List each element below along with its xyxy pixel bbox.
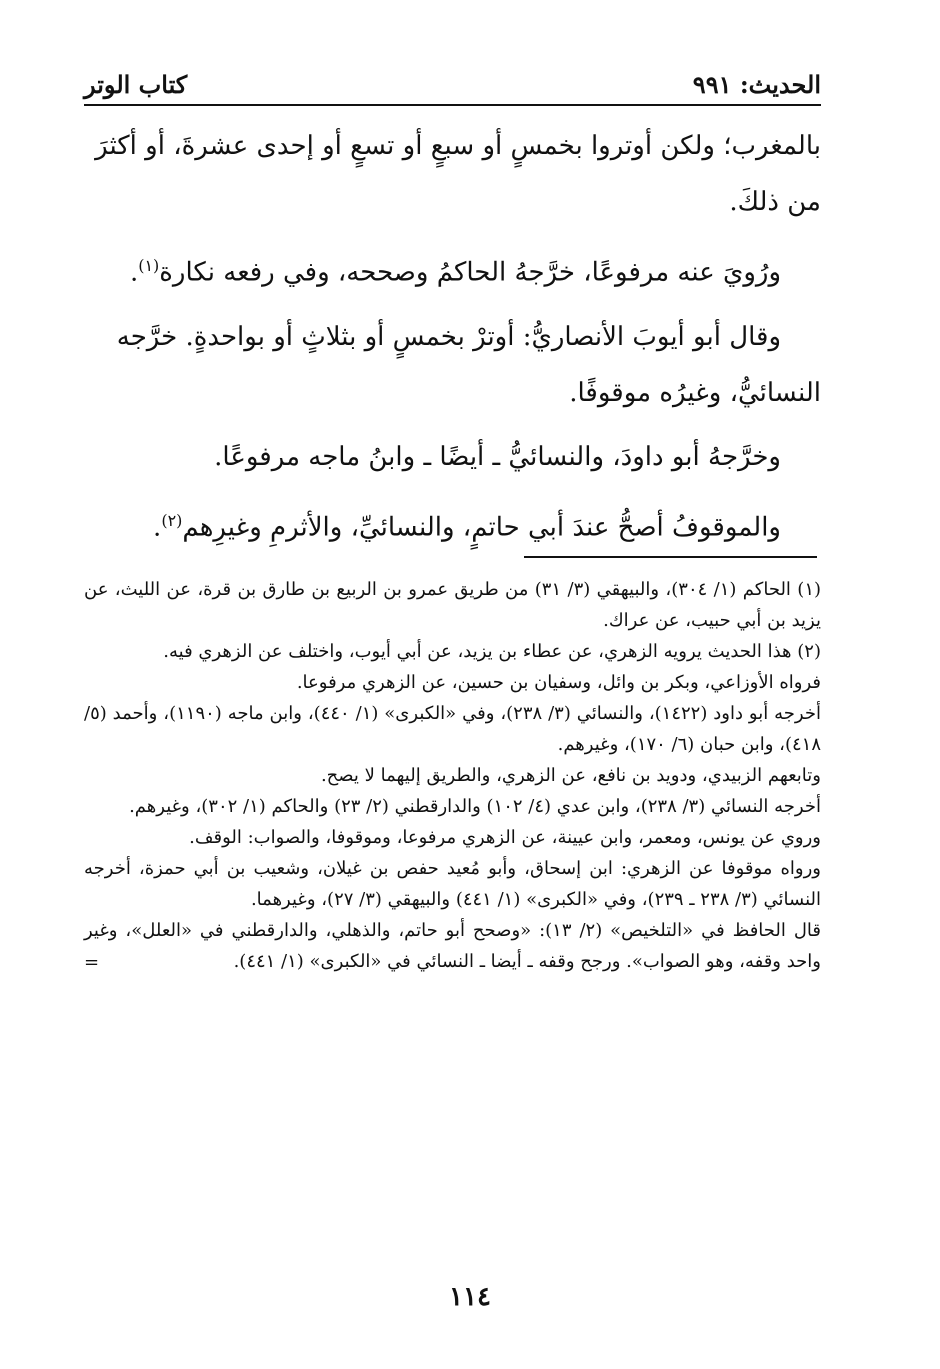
footnote-ref-1[interactable]: (١): [138, 256, 160, 275]
main-paragraph-4: وخرَّجهُ أبو داودَ، والنسائيُّ ـ أيضًا ـ وابنُ ماجه مرفوعًا.: [214, 441, 781, 472]
footnote-divider: [524, 556, 817, 558]
continued-mark: =: [84, 952, 100, 973]
main-paragraph-5-end: .: [153, 512, 162, 543]
main-paragraph-5: [84, 493, 821, 556]
main-paragraph-3: وقال أبو أيوبَ الأنصاريُّ: أوترْ بخمسٍ أو بثلاثٍ أو بواحدةٍ. خرَّجه النسائيُّ، وغيرُه موقوفًا.: [116, 321, 821, 408]
footnote-2-line-h: قال الحافظ في «التلخيص» (٢/ ١٣): «وصحح أبو حاتم، والذهلي، والدارقطني في «العلل»، وغير واحد وقفه، وهو الصواب». ورجح وقفه ـ أيضا ـ النسائي في «الكبرى» (١/ ٤٤١).: [84, 920, 821, 972]
main-text: [84, 118, 821, 563]
footnote-2-line-b: فرواه الأوزاعي، وبكر بن وائل، وسفيان بن حسين، عن الزهري مرفوعا.: [296, 672, 821, 693]
footnotes: [84, 574, 821, 978]
footnote-ref-2[interactable]: (٢): [161, 510, 183, 530]
book-title: كتاب الوتر: [84, 70, 188, 99]
main-paragraph-2-text: ورُويَ عنه مرفوعًا، خرَّجهُ الحاكمُ وصححه، وفي رفعه نكارة: [159, 257, 781, 288]
running-header: [84, 70, 821, 100]
main-paragraph-2: [84, 238, 821, 301]
main-paragraph-5-text: والموقوفُ أصحُّ عندَ أبي حاتمٍ، والنسائيِّ، والأثرمِ وغيرِهم: [182, 512, 781, 543]
hadith-number-label: الحديث: ٩٩١: [692, 70, 821, 99]
main-paragraph-2-end: .: [129, 257, 139, 288]
page-number: ١١٤: [449, 1282, 491, 1312]
footnote-2-line-g: ورواه موقوفا عن الزهري: ابن إسحاق، وأبو مُعيد حفص بن غيلان، وشعيب بن أبي حمزة، أخرجه النسائي (٣/ ٢٣٨ ـ ٢٣٩)، وفي «الكبرى» (١/ ٤٤١) والبيهقي (٣/ ٢٧)، وغيرهما.: [84, 858, 821, 910]
footnote-2-line-c: أخرجه أبو داود (١٤٢٢)، والنسائي (٣/ ٢٣٨)، وفي «الكبرى» (١/ ٤٤٠)، وابن ماجه (١١٩٠)، وأحمد (٥/ ٤١٨)، وابن حبان (٦/ ١٧٠)، وغيرهم.: [84, 703, 821, 755]
main-paragraph-1: بالمغرب؛ ولكن أوتروا بخمسٍ أو سبعٍ أو تسعٍ أو إحدى عشرةَ، أو أكثرَ من ذلكَ.: [95, 131, 821, 217]
header-divider: [84, 104, 821, 106]
footnote-1: (١) الحاكم (١/ ٣٠٤)، والبيهقي (٣/ ٣١) من طريق عمرو بن الربيع بن طارق بن قرة، عن الليث، عن يزيد بن أبي حبيب، عن عراك.: [84, 579, 822, 631]
footnote-2-line-e: أخرجه النسائي (٣/ ٢٣٨)، وابن عدي (٤/ ١٠٢) والدارقطني (٢/ ٢٣) والحاكم (١/ ٣٠٢)، وغيرهم.: [129, 796, 821, 817]
footnote-2-intro: (٢) هذا الحديث يرويه الزهري، عن عطاء بن يزيد، عن أبي أيوب، واختلف عن الزهري فيه.: [163, 641, 821, 662]
footnote-2-line-f: وروي عن يونس، ومعمر، وابن عيينة، عن الزهري مرفوعا، وموقوفا، والصواب: الوقف.: [189, 827, 821, 848]
footnote-2-line-d: وتابعهم الزبيدي، ودويد بن نافع، عن الزهري، والطريق إليهما لا يصح.: [320, 765, 821, 786]
